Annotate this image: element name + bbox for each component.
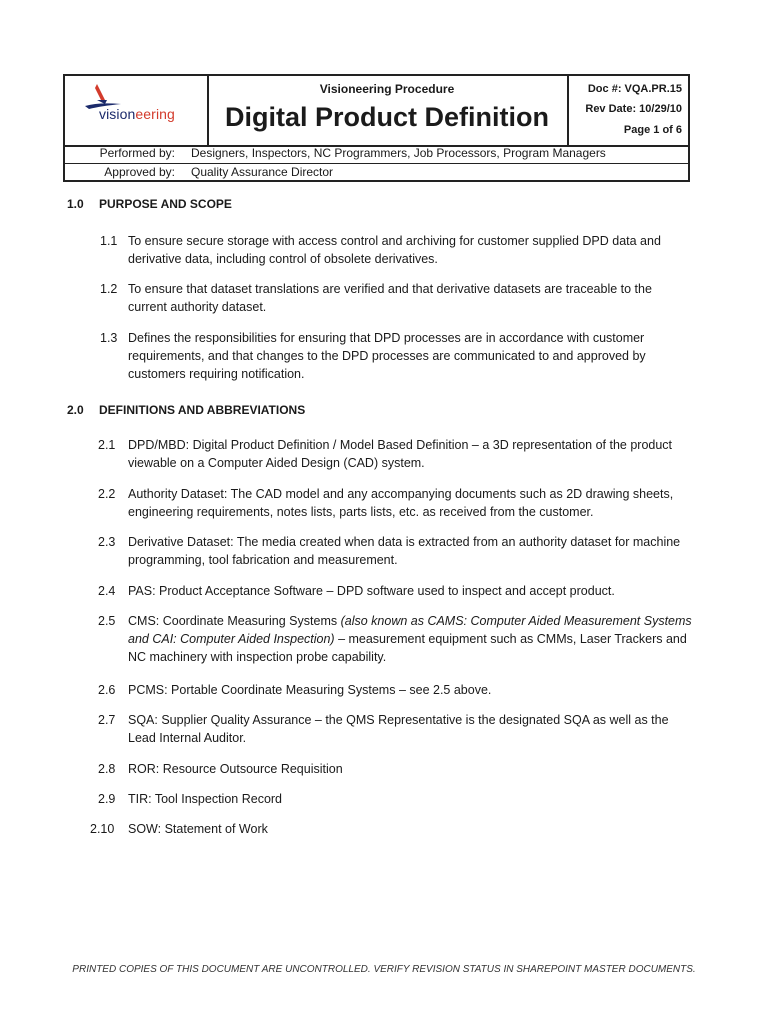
approved-by-value: Quality Assurance Director: [191, 165, 334, 179]
approved-by-row: [65, 164, 688, 182]
page-number: Page 1 of 6: [623, 124, 682, 136]
list-item: 2.6 PCMS: Portable Coordinate Measuring Systems – see 2.5 above.: [98, 683, 492, 697]
section-heading: 2.0 DEFINITIONS AND ABBREVIATIONS: [67, 403, 306, 417]
uncontrolled-copy-notice: PRINTED COPIES OF THIS DOCUMENT ARE UNCONTROLLED. VERIFY REVISION STATUS IN SHAREPOINT MASTER DOCUMENTS.: [72, 964, 696, 975]
performed-by-value: Designers, Inspectors, NC Programmers, Job Processors, Program Managers: [191, 146, 606, 160]
list-item: 2.10 SOW: Statement of Work: [90, 822, 268, 836]
logo-wordmark: visioneering: [99, 106, 175, 122]
approved-by-label: Approved by:: [104, 165, 175, 179]
list-item: 2.4 PAS: Product Acceptance Software – DPD software used to inspect and accept product.: [98, 584, 615, 598]
list-item: 1.3 Defines the responsibilities for ensuring that DPD processes are in accordance with customer requirements, and that changes to the DPD processes are communicated to and approved by customers requiring notification.: [100, 331, 646, 381]
doc-info-cell: [567, 76, 688, 145]
section-heading: 1.0 PURPOSE AND SCOPE: [67, 197, 232, 211]
list-item: 2.5 CMS: Coordinate Measuring Systems (also known as CAMS: Computer Aided Measurement Systems and CAI: Computer Aided Inspection) – measurement equipment such as CMMs, Laser Trackers and NC machinery with inspection probe capability.: [98, 614, 692, 664]
performed-by-row: [65, 145, 688, 164]
list-item: 2.1 DPD/MBD: Digital Product Definition / Model Based Definition – a 3D representation of the product viewable on a Computer Aided Design (CAD) system.: [98, 438, 673, 470]
list-item: 2.7 SQA: Supplier Quality Assurance – the QMS Representative is the designated SQA as well as the Lead Internal Auditor.: [98, 713, 669, 745]
title-cell: [207, 76, 569, 145]
doc-number: Doc #: VQA.PR.15: [587, 83, 682, 95]
list-item: 2.2 Authority Dataset: The CAD model and any accompanying documents such as 2D drawing sheets, engineering requirements, notes lists, parts lists, etc. as received from the customer.: [98, 487, 674, 519]
list-item: 2.9 TIR: Tool Inspection Record: [98, 792, 283, 806]
header-top-row: [65, 76, 688, 147]
document-header: [63, 74, 690, 182]
logo-cell: [65, 76, 209, 145]
list-item: 1.2 To ensure that dataset translations are verified and that derivative datasets are traceable to the current authority dataset.: [100, 282, 652, 314]
revision-date: Rev Date: 10/29/10: [585, 103, 682, 115]
list-item: 2.8 ROR: Resource Outsource Requisition: [98, 762, 343, 776]
procedure-label: Visioneering Procedure: [319, 82, 455, 96]
document-title: Digital Product Definition: [225, 102, 549, 132]
list-item: 1.1 To ensure secure storage with access control and archiving for customer supplied DPD data and derivative data, including control of obsolete derivatives.: [100, 234, 661, 266]
performed-by-label: Performed by:: [99, 146, 175, 160]
list-item: 2.3 Derivative Dataset: The media created when data is extracted from an authority dataset for machine programming, tool fabrication and measurement.: [98, 535, 681, 567]
